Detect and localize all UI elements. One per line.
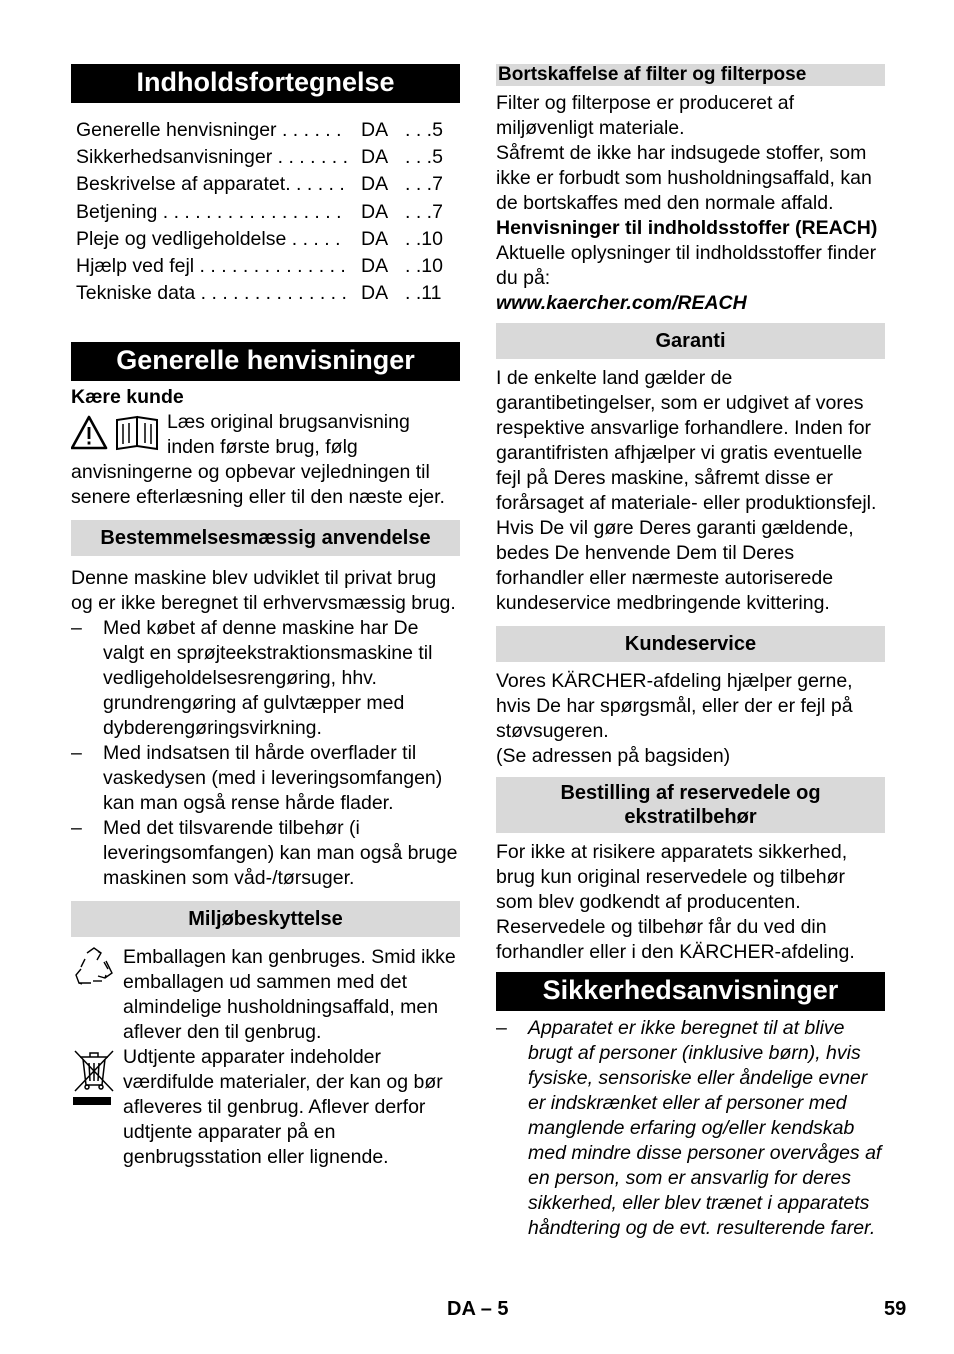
toc-entry[interactable] <box>76 117 460 144</box>
toc-heading: Indholdsfortegnelse <box>71 64 460 103</box>
intended-use-heading: Bestemmelsesmæssig anvendelse <box>71 520 460 556</box>
environment-heading: Miljøbeskyttelse <box>71 901 460 937</box>
left-column <box>71 64 460 1170</box>
toc-entry-title: Generelle henvisninger . . . . . . <box>76 119 342 141</box>
disposal-heading: Bortskaffelse af filter og filterpose <box>496 64 885 86</box>
warranty-heading: Garanti <box>496 323 885 359</box>
list-item-text: Med købet af denne maskine har De valgt en sprøjteekstraktionsmaskine til vedligeholdelsesrengøring, hhv. grundrengøring af gulvtæpper med dybderengøringsvirkning. <box>103 617 433 740</box>
toc-entry[interactable] <box>76 171 460 198</box>
list-item <box>71 741 460 816</box>
dear-customer-label: Kære kunde <box>71 386 184 409</box>
toc-entry[interactable] <box>76 253 460 280</box>
warning-manual-icon <box>71 414 163 454</box>
disposal-text-1: Filter og filterpose er produceret af miljøvenligt materiale. <box>496 92 795 139</box>
reach-link[interactable]: www.kaercher.com/REACH <box>496 292 747 314</box>
toc-entry-page: . . .7 <box>405 200 443 223</box>
list-item-text: Med det tilsvarende tilbehør (i leveringsomfangen) kan man også bruge maskinen som våd-/tørsuger. <box>103 817 458 890</box>
toc-entry-title: Hjælp ved fejl . . . . . . . . . . . . . . <box>76 254 346 277</box>
intro-text: Læs original brugsanvisning inden første brug, følg anvisningerne og opbevar vejledningen til senere efterlæsning eller til den næste ejer. <box>71 411 445 509</box>
recycle-text: Emballagen kan genbruges. Smid ikke emballagen ud sammen med det almindelige husholdningsaffald, men aflever den til genbrug. <box>123 946 456 1044</box>
bullet-dash: – <box>71 742 82 765</box>
list-item <box>496 1016 885 1241</box>
warranty-text: I de enkelte land gælder de garantibetingelser, som er udgivet af vores respektive ansvarlige forhandlere. Inden for garantifristen afhjælper vi gratis eventuelle fejl på Deres maskine, såfremt disse er forårsaget af materiale- eller produktionsfejl. Hvis De vil gøre Deres garanti gældende, bedes De henvende Dem til Deres forhandler eller nærmeste autoriserede kundeservice medbringende kvittering. <box>496 367 877 614</box>
footer-page-number: 59 <box>884 1298 907 1320</box>
toc-entry-lang: DA <box>361 173 389 196</box>
safety-bullet-text: Apparatet er ikke beregnet til at blive brugt af personer (inklusive børn), hvis fysiske, sensoriske eller åndelige evner er indskrænket eller af personer med manglende erfaring og/eller kendskab med mindre disse personer overvåges af en person, som er ansvarlig for deres sikkerhed, eller blev trænet i apparatets håndtering og de evt. resulterende farer. <box>528 1017 882 1239</box>
bullet-dash: – <box>71 617 82 640</box>
right-column <box>496 64 885 1241</box>
parts-heading: Bestilling af reservedele og ekstratilbehør <box>496 777 885 833</box>
toc-entry-page: . . .5 <box>405 146 443 169</box>
list-item <box>71 816 460 891</box>
toc-entry-lang: DA <box>361 282 389 305</box>
toc-entry-lang: DA <box>361 200 389 223</box>
recycle-block <box>71 945 460 1045</box>
parts-text: For ikke at risikere apparatets sikkerhed, brug kun original reservedele og tilbehør som blev godkendt af producenten. Reservedele og tilbehør får du ved din forhandler eller i den KÄRCHER-afdeling. <box>496 841 855 963</box>
bullet-dash: – <box>496 1017 507 1039</box>
intended-use-text: Denne maskine blev udviklet til privat brug og er ikke beregnet til erhvervsmæssig brug. <box>71 567 456 615</box>
toc-entry[interactable] <box>76 144 460 171</box>
toc-entry-lang: DA <box>361 146 389 169</box>
toc-entry-lang: DA <box>361 119 389 141</box>
toc-entry-lang: DA <box>361 227 389 250</box>
safety-heading: Sikkerhedsanvisninger <box>496 972 885 1011</box>
recycle-icon <box>71 945 123 1045</box>
toc-entry-title: Betjening . . . . . . . . . . . . . . . . . <box>76 200 342 223</box>
toc-entry-title: Pleje og vedligeholdelse . . . . . <box>76 227 341 250</box>
toc-entry-page: . . .5 <box>405 119 443 141</box>
toc-entry-page: . .10 <box>405 254 443 277</box>
toc-entry-title: Beskrivelse af apparatet. . . . . . <box>76 173 345 196</box>
reach-text: Aktuelle oplysninger til indholdsstoffer finder du på: <box>496 242 877 289</box>
list-item-text: Med indsatsen til hårde overflader til vaskedysen (med i leveringsomfangen) kan man også rense hårde flader. <box>103 742 443 815</box>
intro-block <box>71 410 460 510</box>
bullet-dash: – <box>71 817 82 840</box>
table-of-contents <box>76 117 460 307</box>
toc-entry-page: . . .7 <box>405 173 443 196</box>
general-heading: Generelle henvisninger <box>71 342 460 381</box>
list-item <box>71 616 460 741</box>
toc-entry[interactable] <box>76 199 460 226</box>
service-heading: Kundeservice <box>496 626 885 662</box>
toc-entry-title: Sikkerhedsanvisninger . . . . . . . <box>76 146 349 169</box>
toc-entry-page: . .10 <box>405 227 443 250</box>
toc-entry[interactable] <box>76 280 460 307</box>
weee-block <box>71 1045 460 1170</box>
service-text: Vores KÄRCHER-afdeling hjælper gerne, hvis De har spørgsmål, eller der er fejl på støvsugeren. <box>496 670 853 742</box>
reach-heading: Henvisninger til indholdsstoffer (REACH) <box>496 217 878 239</box>
service-address-note: (Se adressen på bagsiden) <box>496 745 731 767</box>
toc-entry-lang: DA <box>361 254 389 277</box>
toc-entry-title: Tekniske data . . . . . . . . . . . . . . <box>76 282 347 305</box>
crossed-bin-icon <box>71 1045 123 1170</box>
weee-text: Udtjente apparater indeholder værdifulde materialer, der kan og bør afleveres til genbrug. Aflever derfor udtjente apparater på en genbrugsstation eller lignende. <box>123 1046 443 1169</box>
toc-entry-page: . .11 <box>405 282 442 305</box>
disposal-text-2: Såfremt de ikke har indsugede stoffer, som ikke er forbudt som husholdningsaffald, kan de bortskaffes med den normale affald. <box>496 142 872 214</box>
footer-section-label: DA – 5 <box>447 1298 509 1320</box>
toc-entry[interactable] <box>76 226 460 253</box>
